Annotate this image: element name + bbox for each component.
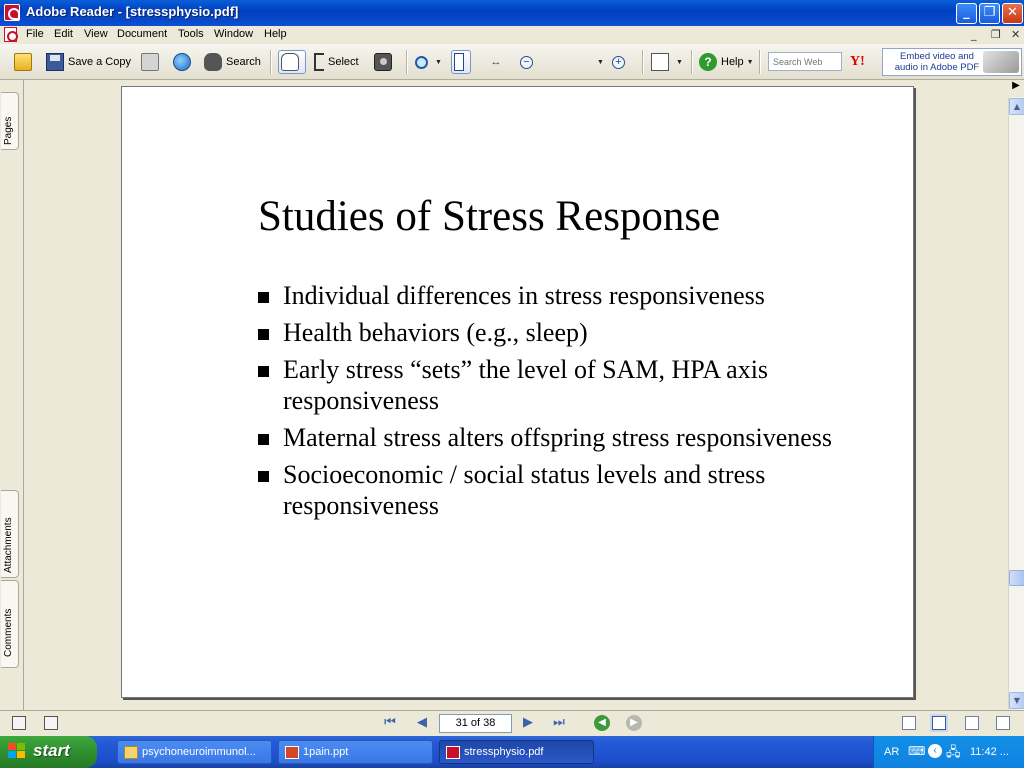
bullet-square-icon xyxy=(258,471,269,482)
doc-restore-button[interactable]: ❐ xyxy=(991,28,1001,41)
chevron-down-icon: ▼ xyxy=(746,58,754,66)
tab-pages-label: Pages xyxy=(3,116,14,145)
help-icon: ? xyxy=(699,53,717,71)
menu-document[interactable]: Document xyxy=(117,28,168,40)
restore-button[interactable]: ❐ xyxy=(979,3,1000,24)
powerpoint-icon xyxy=(285,746,299,759)
bullet-square-icon xyxy=(258,292,269,303)
embed-video-promo[interactable] xyxy=(882,48,1022,76)
task-label: psychoneuroimmunol... xyxy=(142,746,256,758)
print-button[interactable] xyxy=(141,50,163,74)
slide-title: Studies of Stress Response xyxy=(258,193,721,240)
menu-tools[interactable]: Tools xyxy=(178,28,204,40)
bullet-square-icon xyxy=(258,329,269,340)
floppy-icon xyxy=(46,53,64,71)
bullet-square-icon xyxy=(258,366,269,377)
task-stressphysio-pdf[interactable] xyxy=(439,740,594,764)
open-button[interactable] xyxy=(14,50,36,74)
bullet-text: Early stress “sets” the level of SAM, HPA axis responsiveness xyxy=(283,355,769,415)
close-button[interactable]: ✕ xyxy=(1002,3,1023,24)
continuous-facing-icon[interactable] xyxy=(996,716,1010,730)
pdf-icon xyxy=(446,746,460,759)
bullet-text: Socioeconomic / social status levels and stress responsiveness xyxy=(283,460,766,520)
hand-icon xyxy=(281,53,299,71)
plus-icon: + xyxy=(612,56,625,69)
document-icon[interactable] xyxy=(4,27,17,42)
tab-attachments-label: Attachments xyxy=(3,517,14,573)
panel-expand-arrow[interactable]: ▶ xyxy=(1008,80,1024,97)
tab-comments[interactable] xyxy=(1,580,19,668)
bullet-item xyxy=(258,459,838,521)
text-cursor-icon xyxy=(314,53,324,71)
toolbar xyxy=(0,44,1024,80)
task-psychoneuroimmunology[interactable] xyxy=(117,740,272,764)
adobe-reader-icon xyxy=(4,4,20,21)
task-label: 1pain.ppt xyxy=(303,746,349,758)
magnifier-icon xyxy=(415,56,428,69)
fit-page-button[interactable] xyxy=(451,50,471,74)
select-label: Select xyxy=(328,56,359,68)
fit-width-button[interactable] xyxy=(487,50,509,74)
search-label: Search xyxy=(226,56,261,68)
previous-page-button[interactable]: ◀ xyxy=(417,715,427,730)
doc-close-button[interactable]: ✕ xyxy=(1011,28,1021,41)
folder-icon xyxy=(14,53,32,71)
folder-icon xyxy=(124,746,138,759)
window-title: Adobe Reader - [stressphysio.pdf] xyxy=(26,4,239,19)
tab-comments-label: Comments xyxy=(3,608,14,657)
search-button[interactable] xyxy=(204,50,261,74)
navigation-pane-toggle-icon[interactable] xyxy=(12,716,26,730)
scroll-thumb[interactable] xyxy=(1009,570,1024,586)
search-web-input[interactable] xyxy=(768,52,842,71)
save-copy-label: Save a Copy xyxy=(68,56,131,68)
bullet-square-icon xyxy=(258,434,269,445)
chevron-down-icon: ▼ xyxy=(435,58,442,66)
camera-icon xyxy=(374,53,392,71)
binoculars-icon xyxy=(204,53,222,71)
facing-pages-icon[interactable] xyxy=(965,716,979,730)
tray-arrow-icon[interactable]: ‹ xyxy=(928,744,942,758)
email-button[interactable] xyxy=(173,50,195,74)
title-bar xyxy=(0,0,1024,26)
printer-icon xyxy=(141,53,159,71)
save-copy-button[interactable] xyxy=(46,50,131,74)
continuous-page-icon[interactable] xyxy=(932,716,946,730)
start-button[interactable] xyxy=(0,736,97,768)
yahoo-logo[interactable]: Y! xyxy=(850,54,865,69)
single-page-icon[interactable] xyxy=(902,716,916,730)
toolbar-divider xyxy=(691,50,693,74)
menu-help[interactable]: Help xyxy=(264,28,287,40)
bullet-item xyxy=(258,280,838,311)
go-back-button[interactable]: ◀ xyxy=(594,715,610,731)
page-options-icon[interactable] xyxy=(44,716,58,730)
bullet-text: Health behaviors (e.g., sleep) xyxy=(283,318,588,347)
toolbar-divider xyxy=(642,50,644,74)
go-forward-button[interactable]: ▶ xyxy=(626,715,642,731)
hand-tool-button[interactable] xyxy=(278,50,306,74)
vertical-scrollbar[interactable] xyxy=(1008,80,1024,710)
select-tool-button[interactable] xyxy=(314,50,359,74)
minus-icon: − xyxy=(520,56,533,69)
language-indicator[interactable]: AR xyxy=(884,746,900,758)
zoom-tool-button[interactable] xyxy=(415,50,442,74)
network-icon[interactable]: 🖧 xyxy=(946,744,961,759)
toolbar-divider xyxy=(406,50,408,74)
page-display-button[interactable] xyxy=(651,50,683,74)
chevron-down-icon: ▼ xyxy=(597,58,604,66)
system-tray xyxy=(873,736,1024,768)
tab-pages[interactable] xyxy=(1,92,19,150)
menu-window[interactable]: Window xyxy=(214,28,254,40)
scroll-down-button[interactable]: ▼ xyxy=(1009,692,1024,709)
task-1pain-ppt[interactable] xyxy=(278,740,433,764)
start-label: start xyxy=(33,741,70,760)
video-graphic-icon xyxy=(983,51,1019,73)
fit-page-icon xyxy=(454,53,464,71)
document-area xyxy=(25,80,1008,710)
navigation-pane xyxy=(0,80,24,710)
next-page-button[interactable]: ▶ xyxy=(523,715,533,730)
chevron-down-icon: ▼ xyxy=(676,58,683,66)
toolbar-divider xyxy=(270,50,272,74)
status-bar xyxy=(0,710,1024,736)
zoom-in-button[interactable] xyxy=(612,50,629,74)
pdf-page xyxy=(121,86,914,698)
windows-flag-icon xyxy=(8,743,27,760)
doc-minimize-button[interactable]: _ xyxy=(971,28,977,41)
minimize-button[interactable]: _ xyxy=(956,3,977,24)
first-page-button[interactable]: ⏮ xyxy=(384,715,396,730)
page-number-field[interactable]: 31 of 38 xyxy=(439,714,512,733)
pages-icon xyxy=(651,53,669,71)
zoom-dropdown[interactable] xyxy=(594,50,604,74)
zoom-out-button[interactable] xyxy=(520,50,537,74)
input-settings-icon[interactable]: ⌨ xyxy=(908,744,926,758)
last-page-button[interactable]: ⏭ xyxy=(553,715,565,730)
clock: 11:42 ... xyxy=(970,746,1009,758)
menu-view[interactable]: View xyxy=(84,28,108,40)
bullet-item xyxy=(258,422,838,453)
bullet-text: Maternal stress alters offspring stress responsiveness xyxy=(283,423,833,452)
help-label: Help xyxy=(721,56,744,68)
menu-file[interactable]: File xyxy=(26,28,44,40)
scroll-up-button[interactable]: ▲ xyxy=(1009,98,1024,115)
toolbar-divider xyxy=(759,50,761,74)
bullet-item xyxy=(258,354,838,416)
fit-width-icon: ↔ xyxy=(490,56,502,68)
snapshot-button[interactable] xyxy=(374,50,396,74)
tab-attachments[interactable] xyxy=(1,490,19,578)
globe-icon xyxy=(173,53,191,71)
menu-bar xyxy=(0,26,1024,44)
task-label: stressphysio.pdf xyxy=(464,746,544,758)
bullet-list xyxy=(258,280,838,527)
help-button[interactable] xyxy=(699,50,754,74)
bullet-item xyxy=(258,317,838,348)
taskbar xyxy=(0,736,1024,768)
promo-text: Embed video and audio in Adobe PDF xyxy=(894,51,980,73)
menu-edit[interactable]: Edit xyxy=(54,28,73,40)
bullet-text: Individual differences in stress responsiveness xyxy=(283,281,765,310)
